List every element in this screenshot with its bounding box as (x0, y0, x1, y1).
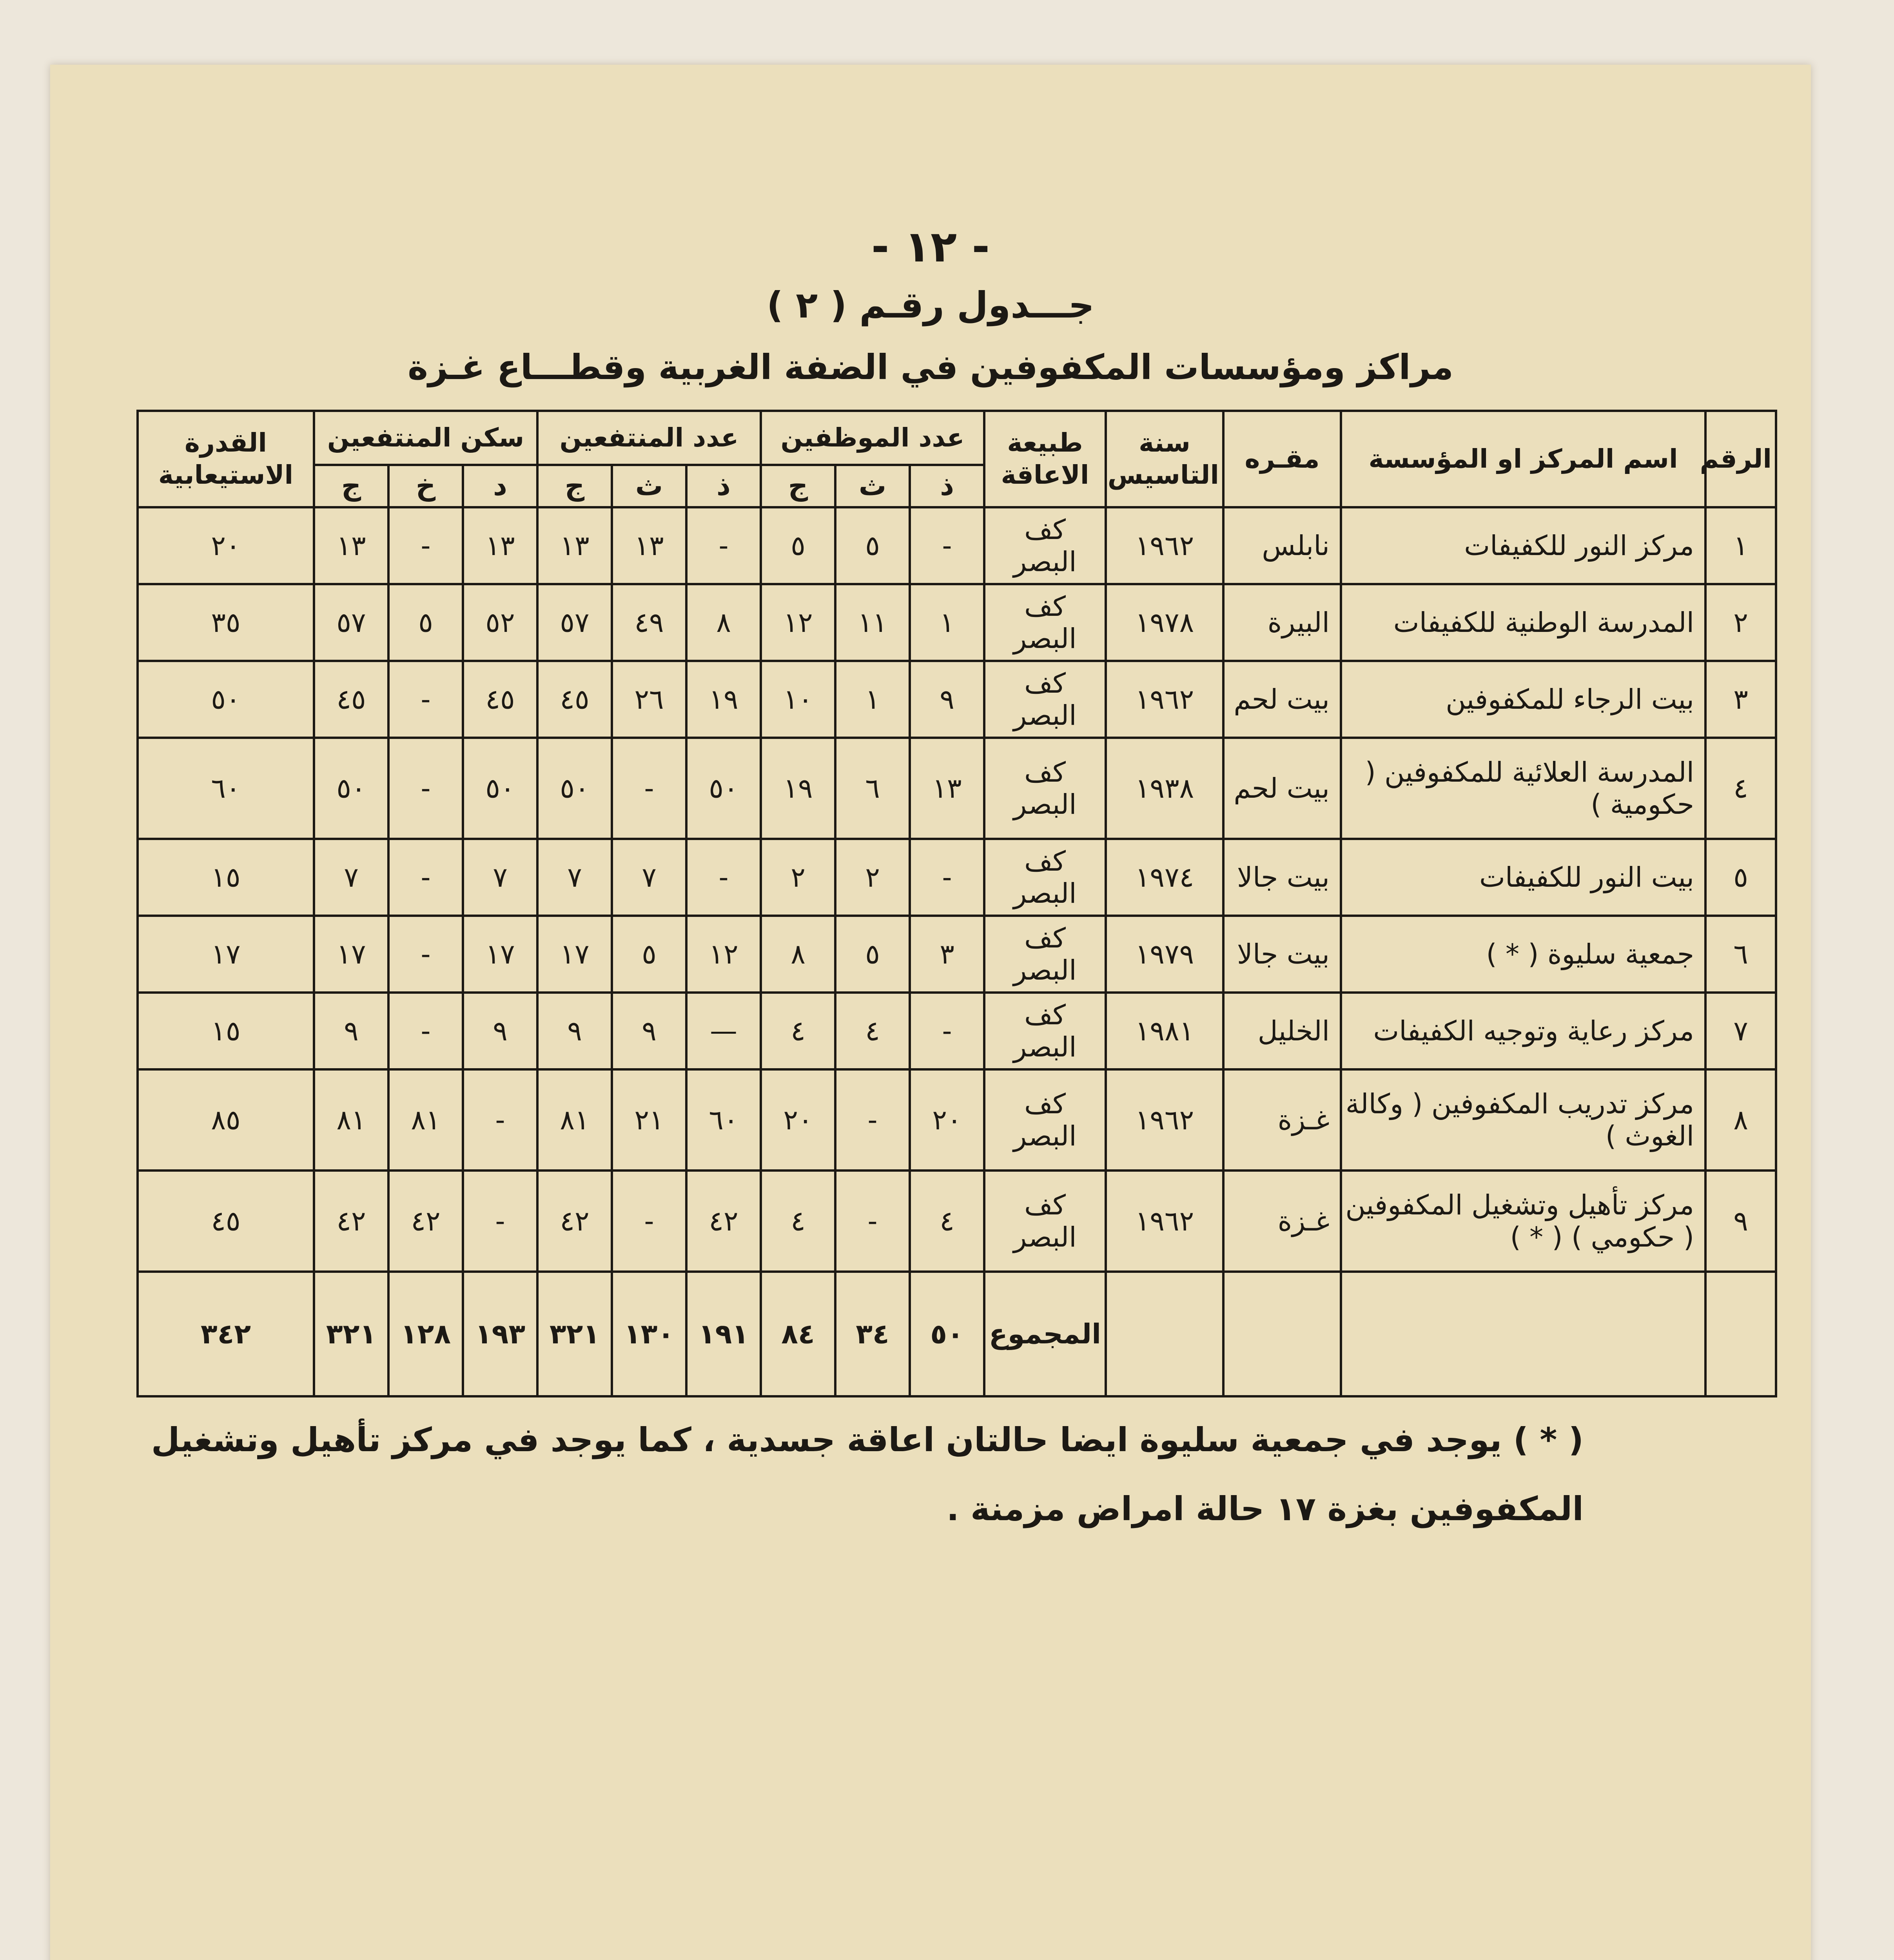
cell-housing: ٨١ (388, 1069, 463, 1171)
cell-year: ١٩٦٢ (1106, 1069, 1223, 1171)
subheader: ث (835, 465, 910, 507)
cell-benef: — (686, 993, 761, 1069)
page-number: - ١٢ - (871, 221, 990, 272)
cell-staff: - (910, 993, 984, 1069)
total-staff: ٣٤ (835, 1272, 910, 1396)
cell-benef: ٢٦ (612, 661, 686, 738)
cell-name: مركز تدريب المكفوفين ( وكالة الغوث ) (1341, 1069, 1705, 1171)
total-benef: ١٩١ (686, 1272, 761, 1396)
cell-name: بيت الرجاء للمكفوفين (1341, 661, 1705, 738)
cell-staff: ١٢ (761, 584, 835, 661)
table-row (138, 993, 1776, 1069)
cell-location: بيت لحم (1223, 738, 1341, 839)
header-year: سنة التاسيس (1106, 411, 1223, 507)
cell-number: ٦ (1705, 916, 1776, 993)
table-subtitle: مراكز ومؤسسات المكفوفين في الضفة الغربية وقطـــاع غـزة (408, 347, 1453, 387)
cell-benef: ١٩ (686, 661, 761, 738)
cell-housing: ٤٥ (463, 661, 537, 738)
cell-location: بيت جالا (1223, 916, 1341, 993)
cell-name: جمعية سليوة ( * ) (1341, 916, 1705, 993)
cell-disability: كف البصر (984, 738, 1106, 839)
subheader: د (463, 465, 537, 507)
total-capacity: ٣٤٢ (138, 1272, 314, 1396)
cell-benef: ٥٠ (537, 738, 612, 839)
header-housing: سكن المنتفعين (314, 411, 537, 465)
cell-name: مركز النور للكفيفات (1341, 507, 1705, 584)
cell-benef: ٩ (537, 993, 612, 1069)
cell-housing: ١٧ (314, 916, 388, 993)
cell-housing: ٨١ (314, 1069, 388, 1171)
total-housing: ١٢٨ (388, 1272, 463, 1396)
cell-number: ٢ (1705, 584, 1776, 661)
cell-staff: - (910, 507, 984, 584)
cell-capacity: ٦٠ (138, 738, 314, 839)
cell-staff: ٦ (835, 738, 910, 839)
cell-benef: - (686, 839, 761, 916)
cell-capacity: ٢٠ (138, 507, 314, 584)
cell-capacity: ١٥ (138, 993, 314, 1069)
cell-staff: - (835, 1171, 910, 1272)
cell-year: ١٩٦٢ (1106, 661, 1223, 738)
subheader: ذ (686, 465, 761, 507)
cell-staff: ٤ (835, 993, 910, 1069)
cell-disability: كف البصر (984, 993, 1106, 1069)
cell-housing: ١٧ (463, 916, 537, 993)
cell-benef: ٢١ (612, 1069, 686, 1171)
cell-housing: ٥٠ (314, 738, 388, 839)
cell-staff: ٥ (761, 507, 835, 584)
cell-location: بيت جالا (1223, 839, 1341, 916)
table-row (138, 916, 1776, 993)
cell-benef: - (686, 507, 761, 584)
cell-capacity: ١٧ (138, 916, 314, 993)
cell-capacity: ٨٥ (138, 1069, 314, 1171)
subheader: ذ (910, 465, 984, 507)
cell-housing: ١٣ (463, 507, 537, 584)
cell-number: ٥ (1705, 839, 1776, 916)
subheader: ج (537, 465, 612, 507)
cell-location: البيرة (1223, 584, 1341, 661)
cell-benef: ٤٢ (686, 1171, 761, 1272)
table-row (138, 507, 1776, 584)
cell-staff: ٢٠ (910, 1069, 984, 1171)
cell-housing: - (388, 839, 463, 916)
cell-housing: - (388, 916, 463, 993)
cell-staff: - (835, 1069, 910, 1171)
centers-table (136, 410, 1777, 1397)
cell-staff: ٢٠ (761, 1069, 835, 1171)
cell-number: ٧ (1705, 993, 1776, 1069)
table-row (138, 839, 1776, 916)
cell-disability: كف البصر (984, 1069, 1106, 1171)
total-housing: ٣٢١ (314, 1272, 388, 1396)
cell-housing: ٧ (463, 839, 537, 916)
header-disability: طبيعة الاعاقة (984, 411, 1106, 507)
cell-benef: ٤٥ (537, 661, 612, 738)
cell-staff: ١١ (835, 584, 910, 661)
cell-empty (1223, 1272, 1341, 1396)
cell-staff: ١٣ (910, 738, 984, 839)
cell-staff: - (910, 839, 984, 916)
cell-number: ٨ (1705, 1069, 1776, 1171)
cell-housing: ٤٢ (388, 1171, 463, 1272)
cell-benef: ٥٧ (537, 584, 612, 661)
cell-year: ١٩٧٩ (1106, 916, 1223, 993)
cell-benef: ٨١ (537, 1069, 612, 1171)
cell-benef: - (612, 738, 686, 839)
cell-disability: كف البصر (984, 916, 1106, 993)
cell-benef: ١٢ (686, 916, 761, 993)
cell-name: مركز رعاية وتوجيه الكفيفات (1341, 993, 1705, 1069)
cell-capacity: ٥٠ (138, 661, 314, 738)
cell-benef: ١٧ (537, 916, 612, 993)
cell-benef: ٦٠ (686, 1069, 761, 1171)
cell-year: ١٩٧٤ (1106, 839, 1223, 916)
total-label: المجموع (984, 1272, 1106, 1396)
header-location: مقـره (1223, 411, 1341, 507)
cell-location: نابلس (1223, 507, 1341, 584)
cell-year: ١٩٧٨ (1106, 584, 1223, 661)
cell-benef: ٤٢ (537, 1171, 612, 1272)
cell-benef: ١٣ (537, 507, 612, 584)
cell-disability: كف البصر (984, 1171, 1106, 1272)
cell-housing: ٩ (463, 993, 537, 1069)
header-name: اسم المركز او المؤسسة (1341, 411, 1705, 507)
header-number: الرقم (1705, 411, 1776, 507)
cell-benef: - (612, 1171, 686, 1272)
cell-number: ٤ (1705, 738, 1776, 839)
cell-staff: ٣ (910, 916, 984, 993)
total-row (138, 1272, 1776, 1396)
cell-staff: ٤ (761, 1171, 835, 1272)
cell-location: بيت لحم (1223, 661, 1341, 738)
cell-housing: - (388, 661, 463, 738)
cell-location: غـزة (1223, 1069, 1341, 1171)
cell-name: المدرسة العلائية للمكفوفين ( حكومية ) (1341, 738, 1705, 839)
cell-staff: ١٩ (761, 738, 835, 839)
cell-housing: - (388, 507, 463, 584)
cell-location: غـزة (1223, 1171, 1341, 1272)
cell-name: مركز تأهيل وتشغيل المكفوفين ( حكومي ) ( * ) (1341, 1171, 1705, 1272)
total-staff: ٨٤ (761, 1272, 835, 1396)
cell-empty (1341, 1272, 1705, 1396)
cell-housing: - (388, 993, 463, 1069)
cell-staff: ١ (910, 584, 984, 661)
cell-staff: ١٠ (761, 661, 835, 738)
cell-staff: ١ (835, 661, 910, 738)
cell-staff: ٤ (761, 993, 835, 1069)
cell-benef: ٧ (537, 839, 612, 916)
cell-empty (1106, 1272, 1223, 1396)
cell-housing: ٥٧ (314, 584, 388, 661)
subheader: خ (388, 465, 463, 507)
cell-empty (1705, 1272, 1776, 1396)
header-staff: عدد الموظفين (761, 411, 984, 465)
cell-capacity: ٤٥ (138, 1171, 314, 1272)
cell-name: المدرسة الوطنية للكفيفات (1341, 584, 1705, 661)
cell-location: الخليل (1223, 993, 1341, 1069)
cell-capacity: ١٥ (138, 839, 314, 916)
subheader: ج (761, 465, 835, 507)
cell-number: ٩ (1705, 1171, 1776, 1272)
cell-housing: - (388, 738, 463, 839)
table-row (138, 738, 1776, 839)
cell-housing: ٧ (314, 839, 388, 916)
subheader: ج (314, 465, 388, 507)
cell-staff: ٥ (835, 507, 910, 584)
footnote: ( * ) يوجد في جمعية سليوة ايضا حالتان اعاقة جسدية ، كما يوجد في مركز تأهيل وتشغيل المكفوفين بغزة ١٧ حالة امراض مزمنة . (151, 1421, 1584, 1528)
cell-housing: ٤٢ (314, 1171, 388, 1272)
cell-year: ١٩٣٨ (1106, 738, 1223, 839)
cell-housing: ٤٥ (314, 661, 388, 738)
subheader: ث (612, 465, 686, 507)
header-capacity: القدرة الاستيعابية (138, 411, 314, 507)
cell-capacity: ٣٥ (138, 584, 314, 661)
cell-benef: ٩ (612, 993, 686, 1069)
total-housing: ١٩٣ (463, 1272, 537, 1396)
cell-staff: ٨ (761, 916, 835, 993)
cell-housing: ٥٠ (463, 738, 537, 839)
cell-staff: ٢ (835, 839, 910, 916)
header-beneficiaries: عدد المنتفعين (537, 411, 761, 465)
cell-number: ١ (1705, 507, 1776, 584)
cell-disability: كف البصر (984, 661, 1106, 738)
cell-year: ١٩٨١ (1106, 993, 1223, 1069)
total-staff: ٥٠ (910, 1272, 984, 1396)
table-title: جـــدول رقـم ( ٢ ) (767, 284, 1094, 326)
cell-benef: ٤٩ (612, 584, 686, 661)
table-row (138, 1171, 1776, 1272)
cell-benef: ٧ (612, 839, 686, 916)
cell-housing: ١٣ (314, 507, 388, 584)
total-benef: ١٣٠ (612, 1272, 686, 1396)
cell-staff: ٢ (761, 839, 835, 916)
cell-disability: كف البصر (984, 584, 1106, 661)
cell-housing: ٩ (314, 993, 388, 1069)
cell-staff: ٩ (910, 661, 984, 738)
cell-benef: ١٣ (612, 507, 686, 584)
cell-number: ٣ (1705, 661, 1776, 738)
table-row (138, 1069, 1776, 1171)
cell-housing: ٥٢ (463, 584, 537, 661)
cell-housing: ٥ (388, 584, 463, 661)
cell-housing: - (463, 1171, 537, 1272)
cell-name: بيت النور للكفيفات (1341, 839, 1705, 916)
cell-year: ١٩٦٢ (1106, 507, 1223, 584)
cell-benef: ٥٠ (686, 738, 761, 839)
cell-benef: ٥ (612, 916, 686, 993)
cell-year: ١٩٦٢ (1106, 1171, 1223, 1272)
cell-benef: ٨ (686, 584, 761, 661)
cell-housing: - (463, 1069, 537, 1171)
document-page (50, 65, 1811, 1960)
total-benef: ٣٢١ (537, 1272, 612, 1396)
table-row (138, 584, 1776, 661)
cell-disability: كف البصر (984, 507, 1106, 584)
cell-staff: ٤ (910, 1171, 984, 1272)
cell-disability: كف البصر (984, 839, 1106, 916)
table-row (138, 661, 1776, 738)
cell-staff: ٥ (835, 916, 910, 993)
